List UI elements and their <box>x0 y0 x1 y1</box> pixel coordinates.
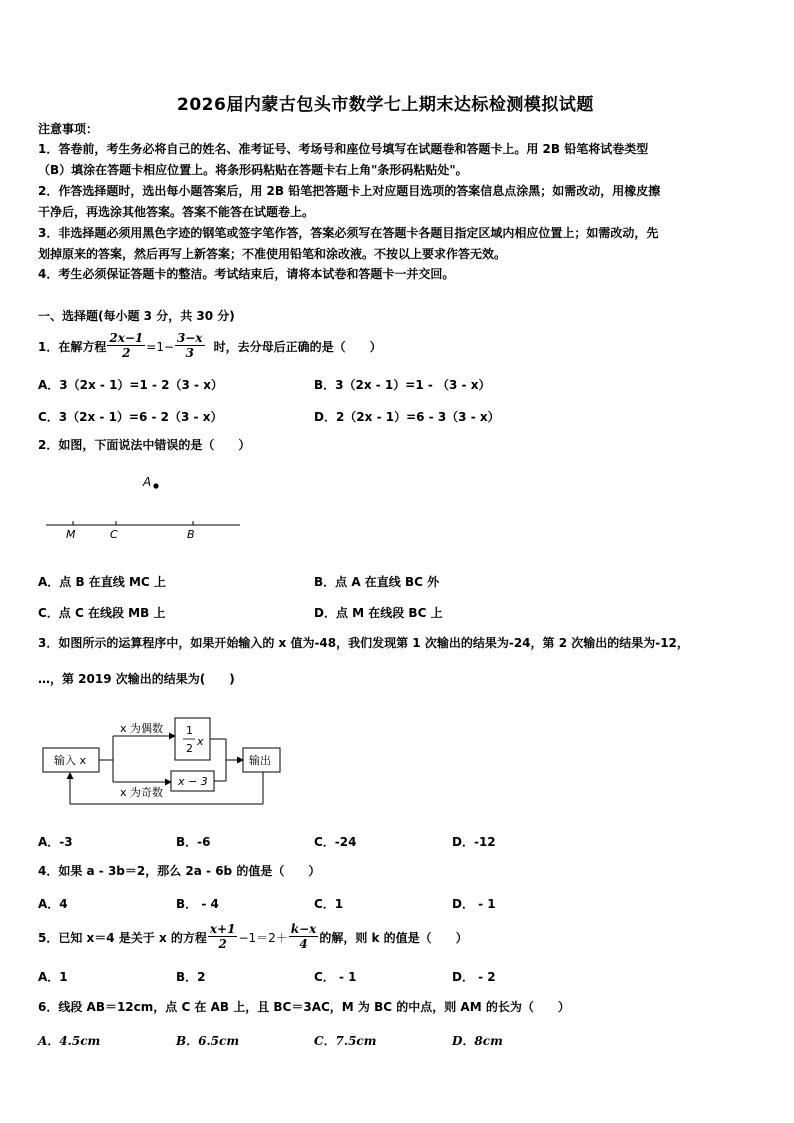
q5-fraction-right <box>289 922 319 951</box>
q6-option-d[interactable]: D．8cm <box>452 1034 503 1048</box>
question-5-stem <box>38 923 468 953</box>
q3-half-den: 2 <box>186 742 193 755</box>
q3-even-label: x 为偶数 <box>120 722 164 735</box>
q5-fraction-right-den: 4 <box>289 936 319 951</box>
section-heading: 一、选择题(每小题 3 分，共 30 分) <box>38 309 235 323</box>
notice-item-1-line-1: 1．答卷前，考生务必将自己的姓名、准考证号、考场号和座位号填写在试题卷和答题卡上。用 2B 铅笔将试卷类型 <box>38 142 649 156</box>
q1-option-c[interactable]: C．3（2x - 1）=6 - 2（3 - x） <box>38 410 223 424</box>
q3-option-d[interactable]: D．-12 <box>452 835 496 849</box>
q4-option-c[interactable]: C．1 <box>314 897 344 911</box>
q1-option-d[interactable]: D．2（2x - 1）=6 - 3（3 - x） <box>314 410 500 424</box>
q1-fraction-right-num: 3−x <box>177 330 203 345</box>
question-6-stem: 6．线段 AB＝12cm，点 C 在 AB 上，且 BC＝3AC，M 为 BC 的中点，则 AM 的长为（ ） <box>38 1000 570 1014</box>
q1-fraction-right <box>175 331 205 360</box>
q6-option-b[interactable]: B．6.5cm <box>176 1034 240 1048</box>
q3-flowchart <box>38 712 288 812</box>
q3-option-b[interactable]: B．-6 <box>176 835 211 849</box>
q1-fraction-left-num: 2x−1 <box>109 330 144 345</box>
q5-prefix: 5．已知 x＝4 是关于 x 的方程 <box>38 931 207 945</box>
question-4-stem: 4．如果 a - 3b＝2，那么 2a - 6b 的值是（ ） <box>38 864 321 878</box>
q5-mid: −1＝2＋ <box>238 931 288 945</box>
q6-option-a[interactable]: A．4.5cm <box>38 1034 101 1048</box>
q2-option-a[interactable]: A．点 B 在直线 MC 上 <box>38 575 166 589</box>
q3-half-num: 1 <box>186 724 193 737</box>
q5-option-b[interactable]: B．2 <box>176 970 206 984</box>
question-3-stem-line-1: 3．如图所示的运算程序中，如果开始输入的 x 值为-48，我们发现第 1 次输出的结果为-24，第 2 次输出的结果为-12， <box>38 636 689 650</box>
notice-item-3-line-1: 3．非选择题必须用黑色字迹的钢笔或签字笔作答，答案必须写在答题卡各题目指定区域内相应位置上；如需改动，先 <box>38 226 659 240</box>
notice-item-2-line-1: 2．作答选择题时，选出每小题答案后，用 2B 铅笔把答题卡上对应题目选项的答案信息点涂黑；如需改动，用橡皮擦 <box>38 184 661 198</box>
notice-heading: 注意事项： <box>38 122 99 136</box>
q2-option-b[interactable]: B．点 A 在直线 BC 外 <box>314 575 440 589</box>
notice-item-1-line-2: （B）填涂在答题卡相应位置上。将条形码粘贴在答题卡右上角"条形码粘贴处"。 <box>38 163 468 177</box>
q1-fraction-right-den: 3 <box>175 345 205 360</box>
q4-option-d[interactable]: D． - 1 <box>452 897 496 911</box>
q6-option-c[interactable]: C．7.5cm <box>314 1034 377 1048</box>
q5-fraction-right-num: k−x <box>290 921 317 936</box>
q2-line-figure <box>40 470 250 550</box>
q5-fraction-left-den: 2 <box>208 936 238 951</box>
page-title: 2026届内蒙古包头市数学七上期末达标检测模拟试题 <box>177 95 594 115</box>
question-2-stem: 2．如图，下面说法中错误的是（ ） <box>38 438 251 452</box>
q3-half-var: x <box>197 735 204 748</box>
question-3-stem-line-2: …，第 2019 次输出的结果为( ) <box>38 672 235 686</box>
q3-minus-label: x − 3 <box>178 775 208 788</box>
notice-item-4: 4．考生必须保证答题卡的整洁。考试结束后，请将本试卷和答题卡一并交回。 <box>38 267 455 281</box>
q3-output-label: 输出 <box>249 754 271 767</box>
q3-odd-label: x 为奇数 <box>120 786 164 799</box>
q5-option-d[interactable]: D． - 2 <box>452 970 496 984</box>
q2-option-d[interactable]: D．点 M 在线段 BC 上 <box>314 606 443 620</box>
q3-option-c[interactable]: C．-24 <box>314 835 357 849</box>
q1-mid: =1− <box>146 340 175 354</box>
notice-item-3-line-2: 划掉原来的答案，然后再写上新答案；不准使用铅笔和涂改液。不按以上要求作答无效。 <box>38 247 507 261</box>
q2-label-c: C <box>110 528 118 541</box>
q2-point-a-label: A <box>143 475 152 489</box>
q4-option-b[interactable]: B． - 4 <box>176 897 219 911</box>
q1-option-a[interactable]: A．3（2x - 1）=1 - 2（3 - x） <box>38 378 223 392</box>
q1-prefix: 1．在解方程 <box>38 340 107 354</box>
q3-input-label: 输入 x <box>54 754 87 767</box>
q1-fraction-left-den: 2 <box>107 345 145 360</box>
q1-fraction-left <box>107 331 145 360</box>
q3-option-a[interactable]: A．-3 <box>38 835 73 849</box>
notice-item-2-line-2: 干净后，再选涂其他答案。答案不能答在试题卷上。 <box>38 205 315 219</box>
q2-label-m: M <box>66 528 76 541</box>
q1-suffix: 时，去分母后正确的是（ ） <box>213 340 382 354</box>
q1-option-b[interactable]: B．3（2x - 1）=1 - （3 - x） <box>314 378 491 392</box>
q2-option-c[interactable]: C．点 C 在线段 MB 上 <box>38 606 166 620</box>
q2-point-a <box>153 483 158 488</box>
q5-option-a[interactable]: A．1 <box>38 970 68 984</box>
q2-label-b: B <box>187 528 195 541</box>
q5-suffix: 的解，则 k 的值是（ ） <box>319 931 468 945</box>
q5-fraction-left-num: x+1 <box>209 921 236 936</box>
q4-option-a[interactable]: A．4 <box>38 897 68 911</box>
question-1-stem <box>38 332 382 362</box>
q5-fraction-left <box>208 922 238 951</box>
q5-option-c[interactable]: C． - 1 <box>314 970 357 984</box>
